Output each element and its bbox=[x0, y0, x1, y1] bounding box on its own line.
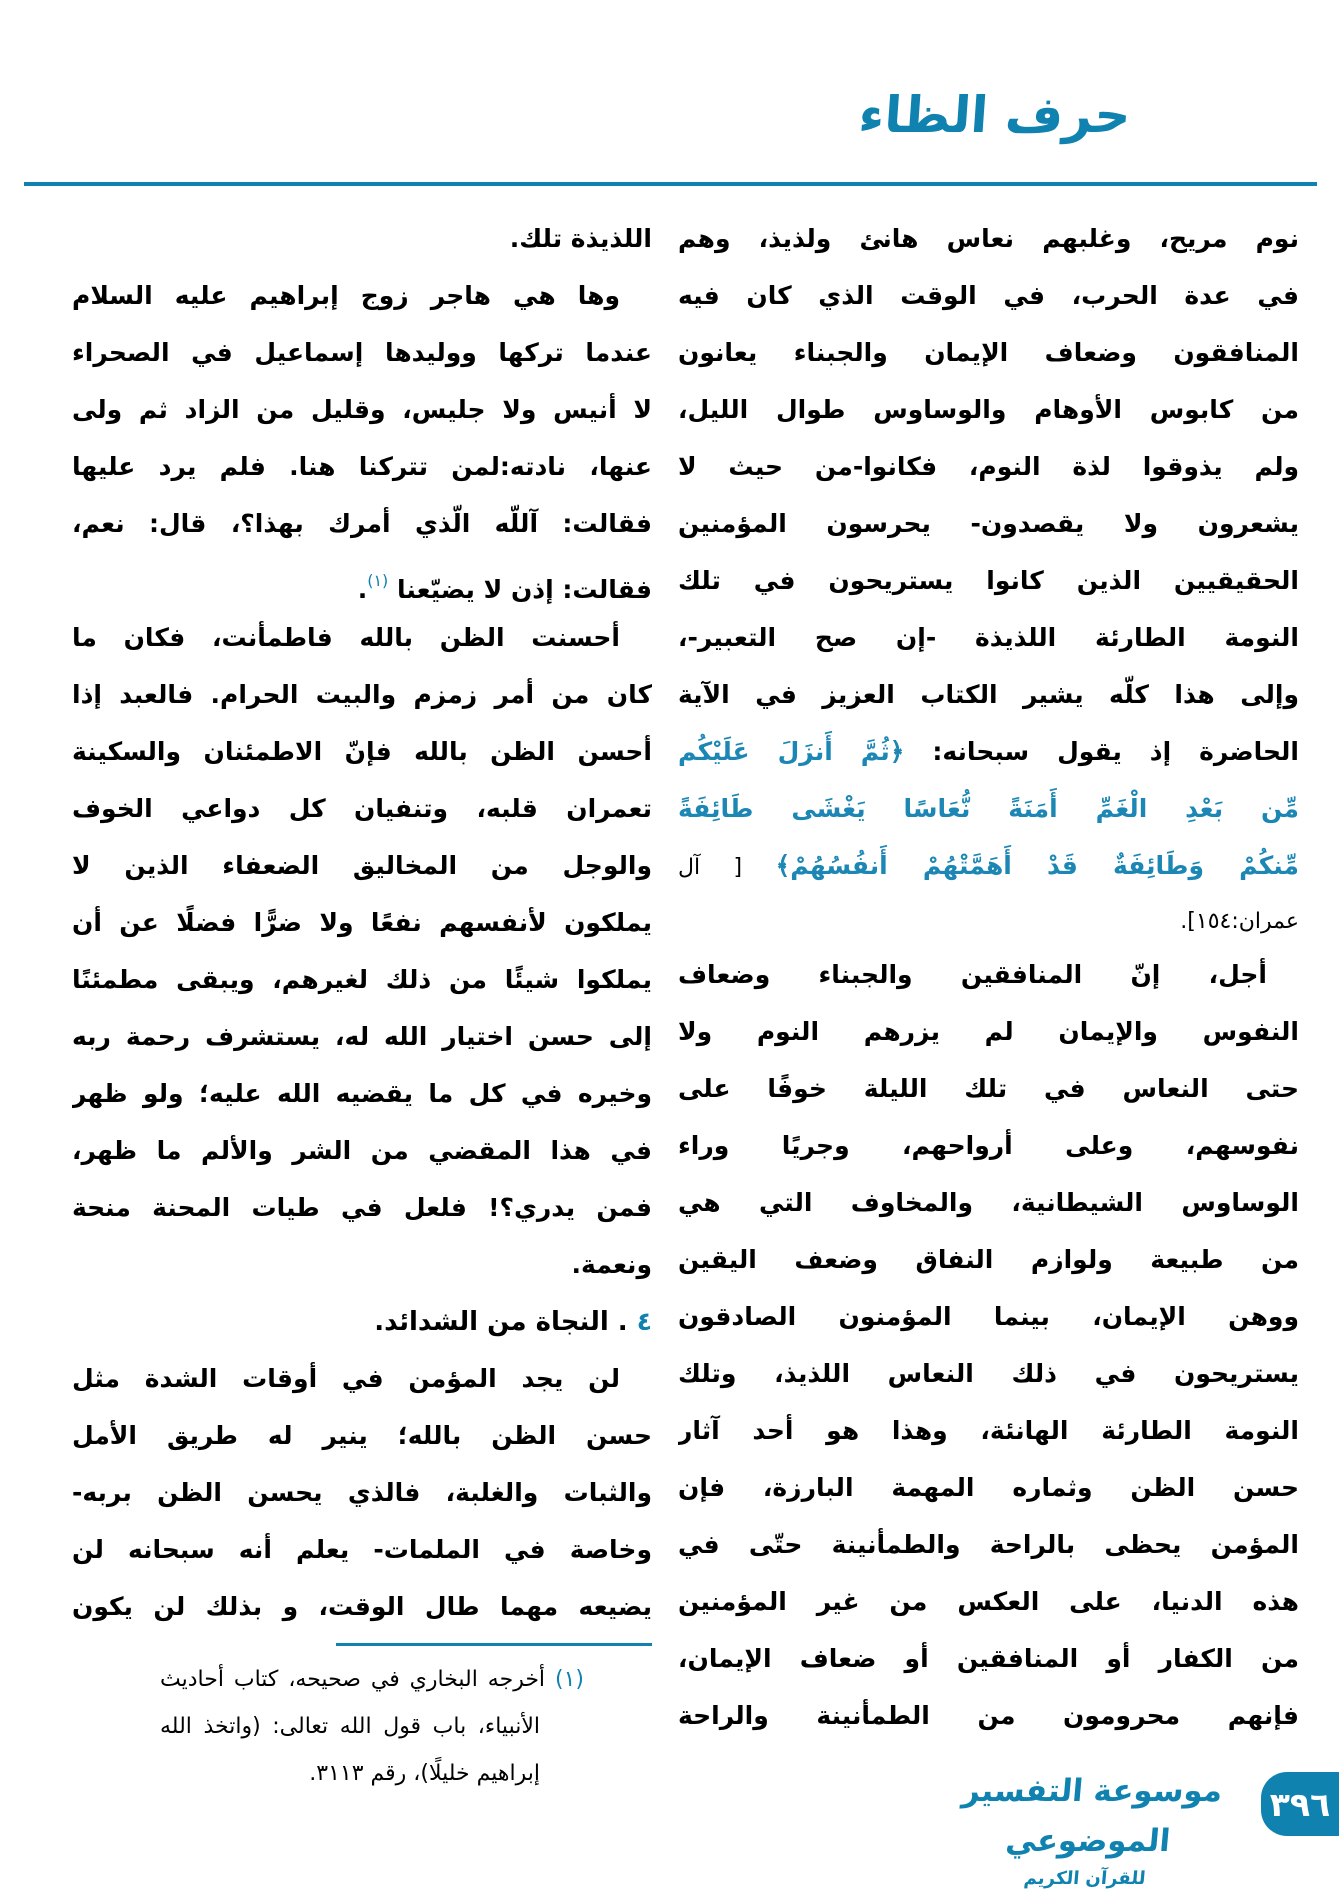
text-segment: النومة الطارئة الهانئة، وهذا هو أحد آثار bbox=[678, 1416, 1299, 1445]
text-line bbox=[678, 1687, 1299, 1744]
text-segment: تعمران قلبه، وتنفيان كل دواعي الخوف bbox=[72, 794, 652, 823]
text-segment: من كابوس الأوهام والوساوس طوال الليل، bbox=[678, 395, 1299, 424]
text-line bbox=[678, 837, 1299, 894]
text-line bbox=[678, 267, 1299, 324]
text-segment: المنافقون وضعاف الإيمان والجبناء يعانون bbox=[678, 338, 1299, 367]
text-line bbox=[72, 1464, 652, 1521]
text-line bbox=[72, 1065, 652, 1122]
text-segment: . النجاة من الشدائد. bbox=[374, 1307, 637, 1337]
text-segment: عمران:١٥٤]. bbox=[1180, 909, 1299, 934]
text-segment: حسن الظن بالله؛ ينير له طريق الأمل bbox=[72, 1421, 652, 1450]
text-line bbox=[72, 1407, 652, 1464]
text-segment: مِّن بَعْدِ الْغَمِّ أَمَنَةً نُّعَاسًا يَغْشَى طَائِفَةً bbox=[678, 794, 1299, 823]
text-line bbox=[72, 495, 652, 552]
text-segment: فإنهم محرومون من الطمأنينة والراحة bbox=[678, 1701, 1299, 1730]
text-segment: يملكون لأنفسهم نفعًا ولا ضرًّا فضلًا عن أن bbox=[72, 908, 652, 937]
text-segment: وخيره في كل ما يقضيه الله عليه؛ ولو ظهر bbox=[72, 1079, 652, 1108]
footnote bbox=[72, 1656, 652, 1797]
text-segment: ووهن الإيمان، بينما المؤمنون الصادقون bbox=[678, 1302, 1299, 1331]
text-segment: النفوس والإيمان لم يزرهم النوم ولا bbox=[678, 1017, 1299, 1046]
text-segment: ولم يذوقوا لذة النوم، فكانوا-من حيث لا bbox=[678, 452, 1299, 481]
text-segment: فمن يدري؟! فلعل في طيات المحنة منحة bbox=[72, 1193, 652, 1222]
text-segment: وإلى هذا كلّه يشير الكتاب العزيز في الآية bbox=[678, 680, 1299, 709]
text-segment: من طبيعة ولوازم النفاق وضعف اليقين bbox=[678, 1245, 1299, 1274]
text-line bbox=[72, 438, 652, 495]
text-segment: الحاضرة إذ يقول سبحانه: bbox=[904, 737, 1299, 766]
text-segment: الحقيقيين الذين كانوا يستريحون في تلك bbox=[678, 566, 1299, 595]
left-column bbox=[72, 210, 652, 1797]
text-segment: في عدة الحرب، في الوقت الذي كان فيه bbox=[678, 281, 1299, 310]
chapter-title: حرف الظاء bbox=[857, 86, 1134, 144]
text-segment: يملكوا شيئًا من ذلك لغيرهم، ويبقى مطمئنًا bbox=[72, 965, 652, 994]
text-segment: والثبات والغلبة، فالذي يحسن الظن بربه- bbox=[72, 1478, 652, 1507]
text-line bbox=[678, 438, 1299, 495]
text-segment: اللذيذة تلك. bbox=[509, 224, 652, 253]
text-segment: إلى حسن اختيار الله له، يستشرف رحمة ربه bbox=[72, 1022, 652, 1051]
text-segment: من الكفار أو المنافقين أو ضعاف الإيمان، bbox=[678, 1644, 1299, 1673]
text-segment: كان من أمر زمزم والبيت الحرام. فالعبد إذا bbox=[72, 680, 652, 709]
text-segment: نفوسهم، وعلى أرواحهم، وجريًا وراء bbox=[678, 1131, 1299, 1160]
text-segment: الوساوس الشيطانية، والمخاوف التي هي bbox=[678, 1188, 1299, 1217]
text-segment: نوم مريح، وغلبهم نعاس هانئ ولذيذ، وهم bbox=[678, 224, 1299, 253]
text-line bbox=[72, 1578, 652, 1635]
text-line bbox=[678, 210, 1299, 267]
text-line bbox=[72, 552, 652, 609]
page-number: ٣٩٦ bbox=[1269, 1784, 1331, 1824]
text-segment: ﴿ثُمَّ أَنزَلَ عَلَيْكُم bbox=[678, 737, 905, 766]
text-segment: حتى النعاس في تلك الليلة خوفًا على bbox=[678, 1074, 1299, 1103]
text-segment: المؤمن يحظى بالراحة والطمأنينة حتّى في bbox=[678, 1530, 1299, 1559]
text-line bbox=[678, 1117, 1299, 1174]
left-column-body bbox=[72, 210, 652, 1635]
text-segment: مِّنكُمْ وَطَائِفَةٌ قَدْ أَهَمَّتْهُمْ أَنفُسُهُمْ﴾ bbox=[775, 851, 1299, 880]
text-segment: . bbox=[357, 575, 368, 604]
text-line bbox=[72, 1293, 652, 1350]
text-segment: إبراهيم خليلًا)، رقم ٣١١٣. bbox=[309, 1761, 540, 1786]
text-line bbox=[72, 1350, 652, 1407]
text-line bbox=[678, 1174, 1299, 1231]
text-line bbox=[72, 780, 652, 837]
text-line bbox=[72, 267, 652, 324]
text-line bbox=[678, 946, 1299, 1003]
text-line bbox=[72, 723, 652, 780]
text-segment: (١) bbox=[545, 1667, 585, 1692]
text-line bbox=[72, 1122, 652, 1179]
text-columns bbox=[72, 210, 1299, 1797]
text-line bbox=[678, 1003, 1299, 1060]
text-segment: أحسن الظن بالله فإنّ الاطمئنان والسكينة bbox=[72, 737, 652, 766]
text-line bbox=[72, 609, 652, 666]
text-segment: أحسنت الظن بالله فاطمأنت، فكان ما bbox=[72, 623, 620, 652]
text-line bbox=[72, 210, 652, 267]
text-line bbox=[678, 609, 1299, 666]
text-segment: لا أنيس ولا جليس، وقليل من الزاد ثم ولى bbox=[72, 395, 652, 424]
text-line bbox=[678, 495, 1299, 552]
page-number-badge bbox=[1261, 1772, 1339, 1836]
text-line bbox=[678, 1459, 1299, 1516]
text-line bbox=[678, 723, 1299, 780]
text-segment: [ آل bbox=[678, 855, 776, 880]
text-segment: يشعرون ولا يقصدون- يحرسون المؤمنين bbox=[678, 509, 1299, 538]
text-segment: يضيعه مهما طال الوقت، و بذلك لن يكون bbox=[72, 1592, 652, 1621]
text-line bbox=[678, 1402, 1299, 1459]
text-segment: فقالت: آللّه الّذي أمرك بهذا؟، قال: نعم، bbox=[72, 509, 652, 538]
footnote-line bbox=[72, 1656, 652, 1703]
text-segment: والوجل من المخاليق الضعفاء الذين لا bbox=[72, 851, 652, 880]
text-line bbox=[678, 381, 1299, 438]
text-line bbox=[72, 894, 652, 951]
text-line bbox=[678, 780, 1299, 837]
text-line bbox=[678, 1288, 1299, 1345]
text-line bbox=[72, 1008, 652, 1065]
header-rule bbox=[24, 182, 1317, 186]
publisher-logo bbox=[925, 1766, 1252, 1890]
text-line bbox=[678, 1231, 1299, 1288]
right-column bbox=[678, 210, 1299, 1797]
text-line bbox=[678, 1516, 1299, 1573]
text-segment: وها هي هاجر زوج إبراهيم عليه السلام bbox=[72, 281, 620, 310]
text-line bbox=[72, 837, 652, 894]
text-segment: يستريحون في ذلك النعاس اللذيذ، وتلك bbox=[678, 1359, 1299, 1388]
logo-subtitle: للقرآن الكريم bbox=[1022, 1868, 1147, 1889]
text-segment: فقالت: إذن لا يضيّعنا bbox=[388, 575, 652, 604]
footnote-separator bbox=[336, 1643, 652, 1646]
text-segment: هذه الدنيا، على العكس من غير المؤمنين bbox=[678, 1587, 1299, 1616]
text-segment: عنها، نادته:لمن تتركنا هنا. فلم يرد عليها bbox=[72, 452, 652, 481]
text-line bbox=[678, 1573, 1299, 1630]
text-line bbox=[72, 1521, 652, 1578]
text-line bbox=[72, 951, 652, 1008]
text-segment: وخاصة في الملمات- يعلم أنه سبحانه لن bbox=[72, 1535, 652, 1564]
text-line bbox=[678, 1060, 1299, 1117]
text-line bbox=[72, 1236, 652, 1293]
text-segment: في هذا المقضي من الشر والألم ما ظهر، bbox=[72, 1136, 652, 1165]
text-line bbox=[678, 324, 1299, 381]
footnote-line bbox=[72, 1750, 652, 1797]
text-segment: ونعمة. bbox=[571, 1250, 652, 1279]
logo-title: موسوعة التفسير الموضوعي bbox=[960, 1773, 1224, 1859]
text-segment: لن يجد المؤمن في أوقات الشدة مثل bbox=[72, 1364, 620, 1393]
text-segment: أجل، إنّ المنافقين والجبناء وضعاف bbox=[678, 960, 1267, 989]
text-segment: أخرجه البخاري في صحيحه، كتاب أحاديث bbox=[160, 1667, 546, 1692]
text-line bbox=[72, 666, 652, 723]
text-segment: ٤ bbox=[636, 1307, 652, 1336]
text-line bbox=[72, 324, 652, 381]
text-line bbox=[678, 666, 1299, 723]
text-line bbox=[678, 552, 1299, 609]
text-line bbox=[678, 1630, 1299, 1687]
text-line bbox=[72, 381, 652, 438]
text-line bbox=[678, 1345, 1299, 1402]
text-segment: النومة الطارئة اللذيذة -إن صح التعبير-، bbox=[678, 623, 1299, 652]
footnote-line bbox=[72, 1703, 652, 1750]
text-segment: حسن الظن وثماره المهمة البارزة، فإن bbox=[678, 1473, 1299, 1502]
text-segment: عندما تركها ووليدها إسماعيل في الصحراء bbox=[72, 338, 652, 367]
text-line bbox=[72, 1179, 652, 1236]
text-segment: الأنبياء، باب قول الله تعالى: (واتخذ الله bbox=[160, 1714, 540, 1739]
text-line bbox=[678, 894, 1299, 946]
text-segment: (١) bbox=[367, 571, 389, 590]
